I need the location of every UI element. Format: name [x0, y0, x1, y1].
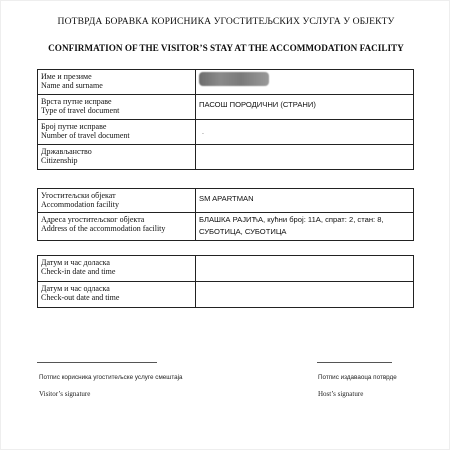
- address-label-sr: Адреса угоститељског објекта: [41, 215, 145, 224]
- name-label-en: Name and surname: [41, 81, 103, 91]
- facility-label-sr: Угоститељски објекат: [41, 191, 116, 200]
- doc-number-value: .: [202, 129, 204, 136]
- name-label-cell: [38, 70, 196, 95]
- table-row-address: [38, 213, 414, 241]
- checkout-value-cell[interactable]: [196, 282, 414, 308]
- table-row-doc-number: [38, 120, 414, 145]
- table-row-facility: [38, 189, 414, 213]
- doc-number-label-en: Number of travel document: [41, 131, 130, 141]
- checkout-label-sr: Датум и час одласка: [41, 284, 110, 293]
- facility-value-cell: [196, 189, 414, 213]
- checkin-label-en: Check-in date and time: [41, 267, 116, 277]
- doc-type-label-cell: [38, 95, 196, 120]
- checkin-label-cell: [38, 256, 196, 282]
- guest-info-table: [37, 69, 414, 170]
- checkin-value-cell[interactable]: [196, 256, 414, 282]
- doc-type-label-en: Type of travel document: [41, 106, 120, 116]
- doc-type-value: ПАСОШ ПОРОДИЧНИ (СТРАНИ): [199, 100, 316, 109]
- visitor-signature-label-sr: Потпис корисника угоститељске услуге смештаја: [39, 374, 183, 381]
- doc-number-label-sr: Број путне исправе: [41, 122, 107, 131]
- address-value-cell: [196, 213, 414, 241]
- table-row-checkout: [38, 282, 414, 308]
- citizenship-label-sr: Држављанство: [41, 147, 92, 156]
- table-row-name: [38, 70, 414, 95]
- host-signature-label-en: Host’s signature: [318, 390, 364, 398]
- facility-info-table: [37, 188, 414, 241]
- citizenship-label-en: Citizenship: [41, 156, 78, 166]
- doc-type-label-sr: Врста путне исправе: [41, 97, 112, 106]
- visitor-signature-line: [37, 362, 157, 363]
- host-signature-line: [317, 362, 392, 363]
- address-label-en: Address of the accommodation facility: [41, 224, 166, 234]
- table-row-doc-type: [38, 95, 414, 120]
- host-signature-label-sr: Потпис издаваоца потврде: [318, 374, 397, 381]
- table-row-checkin: [38, 256, 414, 282]
- citizenship-label-cell: [38, 145, 196, 170]
- address-value-line2: СУБОТИЦА, СУБОТИЦА: [199, 227, 287, 236]
- address-label-cell: [38, 213, 196, 241]
- facility-name-value: SM APARTMAN: [199, 194, 254, 203]
- dates-table: [37, 255, 414, 308]
- visitor-signature-label-en: Visitor’s signature: [39, 390, 91, 398]
- redacted-name-blur: [199, 72, 269, 86]
- checkout-label-cell: [38, 282, 196, 308]
- citizenship-value-cell: [196, 145, 414, 170]
- name-value-cell: [196, 70, 414, 95]
- doc-number-value-cell: [196, 120, 414, 145]
- doc-number-label-cell: [38, 120, 196, 145]
- facility-label-en: Accommodation facility: [41, 200, 119, 210]
- document-title-english: CONFIRMATION OF THE VISITOR’S STAY AT THE ACCOMMODATION FACILITY: [48, 43, 404, 53]
- address-value-line1: БЛАШКА РАЈИЋА, кућни број: 11А, спрат: 2, стан: 8,: [199, 215, 384, 224]
- document-title-serbian: ПОТВРДА БОРАВКА КОРИСНИКА УГОСТИТЕЉСКИХ УСЛУГА У ОБЈЕКТУ: [57, 16, 395, 27]
- checkin-label-sr: Датум и час доласка: [41, 258, 110, 267]
- doc-type-value-cell: [196, 95, 414, 120]
- name-label-sr: Име и презиме: [41, 72, 92, 81]
- facility-label-cell: [38, 189, 196, 213]
- table-row-citizenship: [38, 145, 414, 170]
- checkout-label-en: Check-out date and time: [41, 293, 120, 303]
